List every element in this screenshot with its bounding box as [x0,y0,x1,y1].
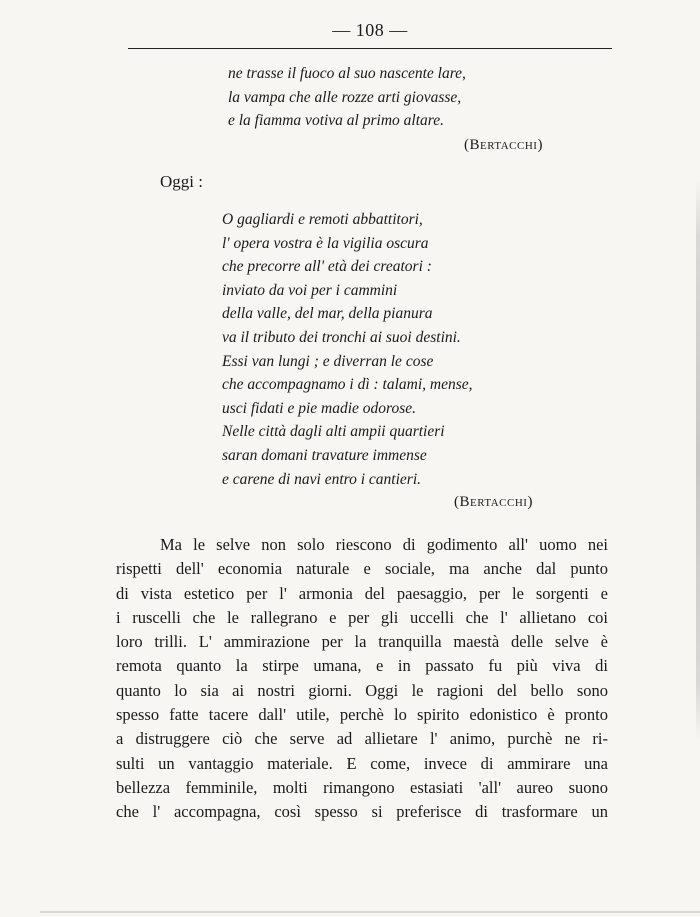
oggi-label: Oggi : [160,172,203,191]
prose-line: loro trilli. L' ammirazione per la tranquilla maestà delle selve è [116,632,608,652]
poem-line: ne trasse il fuoco al suo nascente lare, [228,65,466,82]
prose-line: spesso fatte tacere dall' utile, perchè lo spirito edonistico è pronto [116,705,608,725]
scan-bottom-edge [40,911,700,913]
poem-line: va il tributo dei tronchi ai suoi destini. [222,328,461,346]
prose-line: rispetti dell' economia naturale e sociale, ma anche dal punto [116,559,608,579]
header-rule [128,48,612,49]
poem-line: Nelle città dagli alti ampii quartieri [222,423,445,441]
poem-2-author: (Bertacchi) [454,494,533,510]
poem-line: e carene di navi entro i cantieri. [222,470,422,488]
poem-line: la vampa che alle rozze arti giovasse, [228,88,462,106]
poem-line: usci fidati e pie madie odorose. [222,399,417,417]
poem-excerpt-1 [228,62,466,133]
poem-line: e la fiamma votiva al primo altare. [228,112,444,130]
scan-edge-shadow [696,180,700,740]
prose-line: quanto lo sia ai nostri giorni. Oggi le ragioni del bello sono [116,680,608,700]
poem-line: O gagliardi e remoti abbattitori, [222,211,423,228]
poem-line: Essi van lungi ; e diverran le cose [222,352,434,370]
poem-line: inviato da voi per i cammini [222,281,398,299]
poem-line: che accompagnamo i dì : talami, mense, [222,376,473,394]
poem-line: l' opera vostra è la vigilia oscura [222,234,429,252]
prose-line: di vista estetico per l' armonia del paesaggio, per le sorgenti e [116,583,608,603]
prose-line: i ruscelli che le rallegrano e per gli uccelli che l' allietano coi [116,607,608,627]
page-number: — 108 — [332,20,408,40]
poem-line: della valle, del mar, della pianura [222,305,433,323]
prose-line: che l' accompagna, così spesso si preferisce di trasformare un [116,802,608,822]
prose-line: sulti un vantaggio materiale. E come, invece di ammirare una [116,753,608,773]
poem-line: che precorre all' età dei creatori : [222,258,432,276]
prose-line: Ma le selve non solo riescono di godimento all' uomo nei [160,535,608,554]
prose-line: a distruggere ciò che serve ad allietare l' animo, purchè ne ri- [116,729,608,749]
poem-excerpt-2 [222,208,473,491]
poem-1-author: (Bertacchi) [464,137,543,153]
prose-line: remota quanto la stirpe umana, e in passato fu più viva di [116,656,608,676]
poem-line: saran domani travature immense [222,446,427,464]
prose-line: bellezza femminile, molti rimangono estasiati 'all' aureo suono [116,777,608,797]
prose-paragraph [116,533,608,825]
